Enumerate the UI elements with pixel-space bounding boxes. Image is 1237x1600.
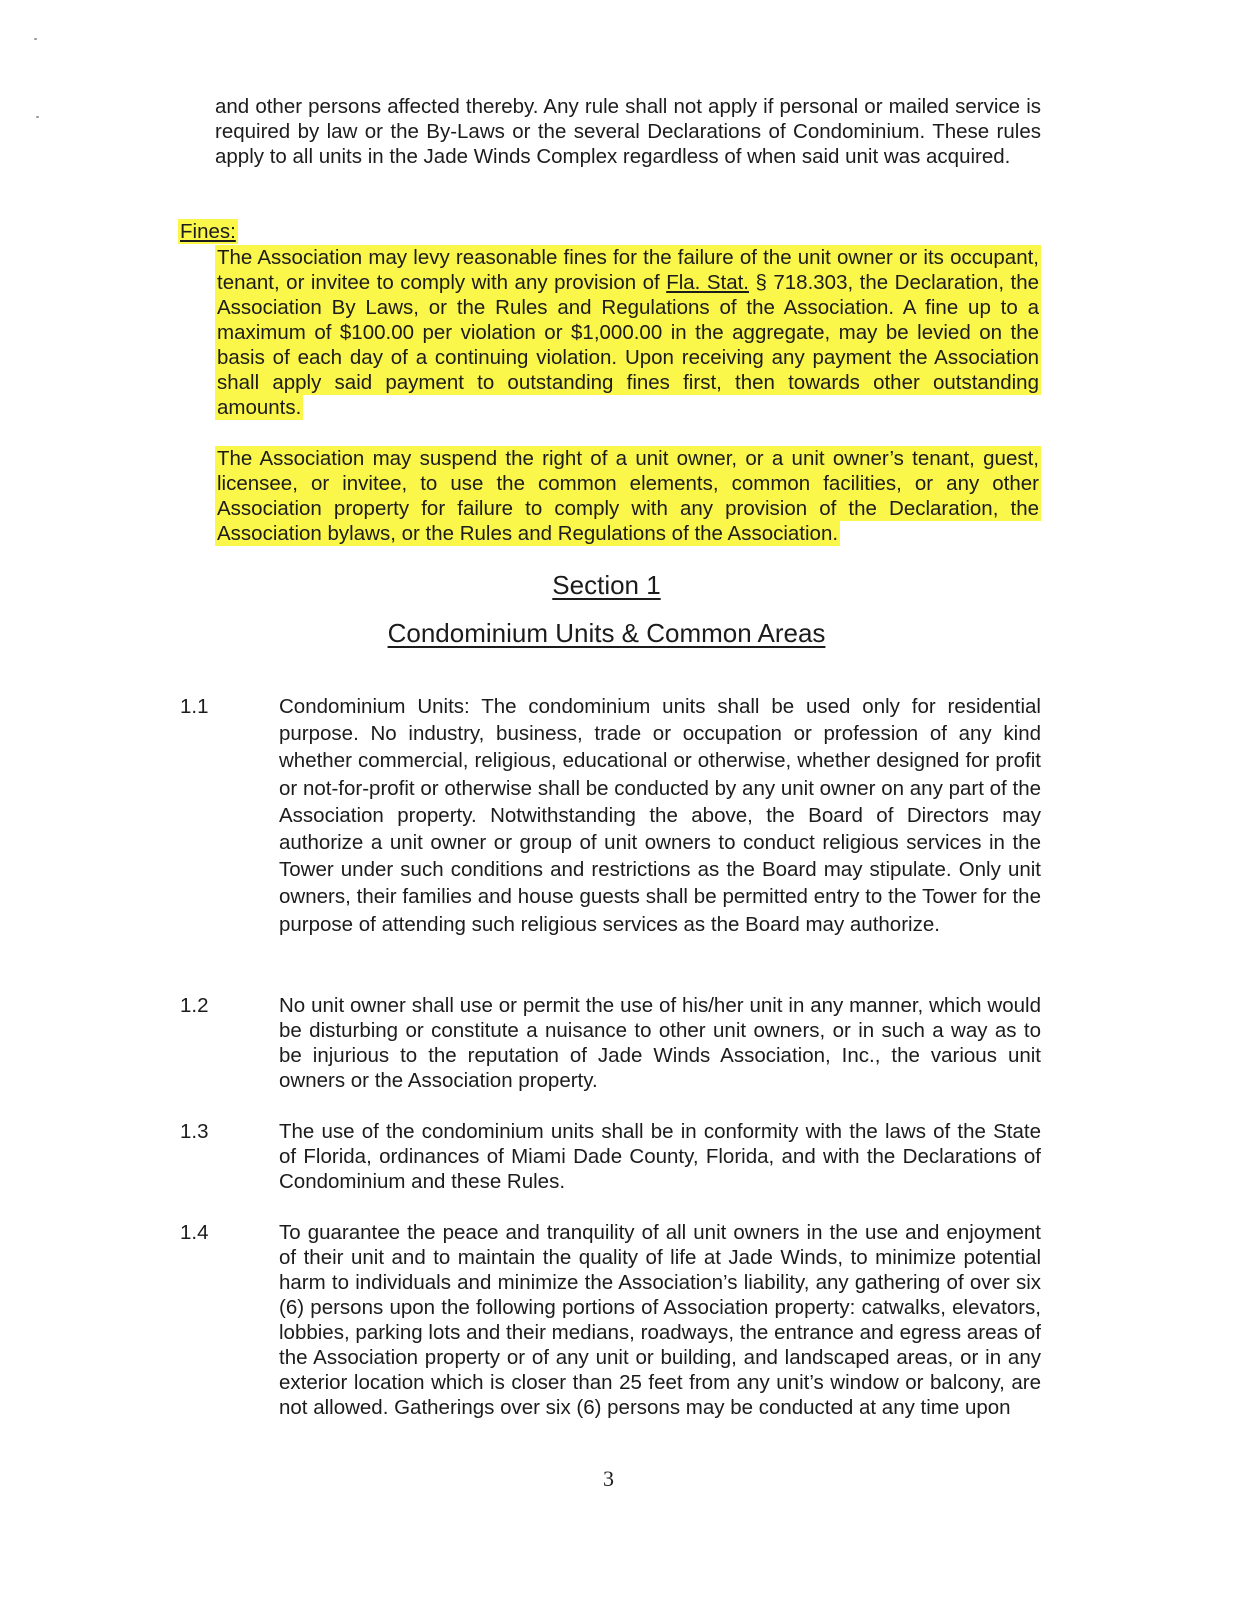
fines-paragraph-2 bbox=[215, 446, 1041, 546]
item-number: 1.1 bbox=[180, 695, 209, 718]
item-number: 1.3 bbox=[180, 1120, 209, 1143]
item-text: To guarantee the peace and tranquility of all unit owners in the use and enjoyment of their unit and to maintain the quality of life at Jade Winds, to minimize potential harm to individuals and minimize the Association’s liability, any gathering of over six (6) persons upon the following portions of Association property: catwalks, elevators, lobbies, parking lots and their medians, roadways, the entrance and egress areas of the Association property or of any unit or building, and landscaped areas, or in any exterior location which is closer than 25 feet from any unit’s window or balcony, are not allowed. Gatherings over six (6) persons may be conducted at any time upon bbox=[279, 1221, 1041, 1419]
item-number: 1.2 bbox=[180, 994, 209, 1017]
item-text: No unit owner shall use or permit the use of his/her unit in any manner, which would be disturbing or constitute a nuisance to other unit owners, or in such a way as to be injurious to the reputation of Jade Winds Association, Inc., the various unit owners or the Association property. bbox=[279, 994, 1041, 1092]
statute-reference: Fla. Stat. bbox=[666, 271, 750, 294]
fines-paragraph-1 bbox=[215, 245, 1041, 420]
section-number-title: Section 1 bbox=[552, 570, 661, 600]
scan-speck bbox=[36, 116, 39, 118]
fines-paragraph-1-highlight bbox=[215, 245, 1041, 420]
item-text: The use of the condominium units shall be in conformity with the laws of the State of Florida, ordinances of Miami Dade County, Florida, and with the Declarations of Condominium and these Rules. bbox=[279, 1120, 1041, 1193]
fines-p1-text-before: The Association may levy reasonable fines for the failure of the unit owner or its occupant, tenant, or invitee to comply with any provision of bbox=[217, 246, 1039, 294]
fines-heading bbox=[178, 219, 238, 244]
fines-paragraph-2-highlight: The Association may suspend the right of a unit owner, or a unit owner’s tenant, guest, licensee, or invitee, to use the common elements, common facilities, or any other Association property for failure to comply with any provision of the Declaration, the Association bylaws, or the Rules and Regulations of the Association. bbox=[217, 447, 1039, 545]
item-text: Condominium Units: The condominium units shall be used only for residential purpose. No industry, business, trade or occupation or profession of any kind whether commercial, religious, educational or otherwise, whether designed for profit or not-for-profit or otherwise shall be conducted by any unit owner on any part of the Association property. Notwithstanding the above, the Board of Directors may authorize a unit owner or group of unit owners to conduct religious services in the Tower under such conditions and restrictions as the Board may stipulate. Only unit owners, their families and house guests shall be permitted entry to the Tower for the purpose of attending such religious services as the Board may authorize. bbox=[279, 695, 1041, 936]
fines-heading-text: Fines: bbox=[180, 220, 236, 243]
section-subtitle: Condominium Units & Common Areas bbox=[387, 618, 826, 648]
intro-paragraph: and other persons affected thereby. Any rule shall not apply if personal or mailed service is required by law or the By-Laws or the several Declarations of Condominium. These rules apply to all units in the Jade Winds Complex regardless of when said unit was acquired. bbox=[215, 95, 1041, 168]
scan-speck bbox=[34, 38, 37, 40]
fines-p1-text-after: § 718.303, the Declaration, the Association By Laws, or the Rules and Regulations of the Association. A fine up to a maximum of $100.00 per violation or $1,000.00 in the aggregate, may be levied on the basis of each day of a continuing violation. Upon receiving any payment the Association shall apply said payment to outstanding fines first, then towards other outstanding amounts. bbox=[217, 271, 1040, 419]
page-number: 3 bbox=[603, 1466, 614, 1491]
item-number: 1.4 bbox=[180, 1221, 209, 1244]
